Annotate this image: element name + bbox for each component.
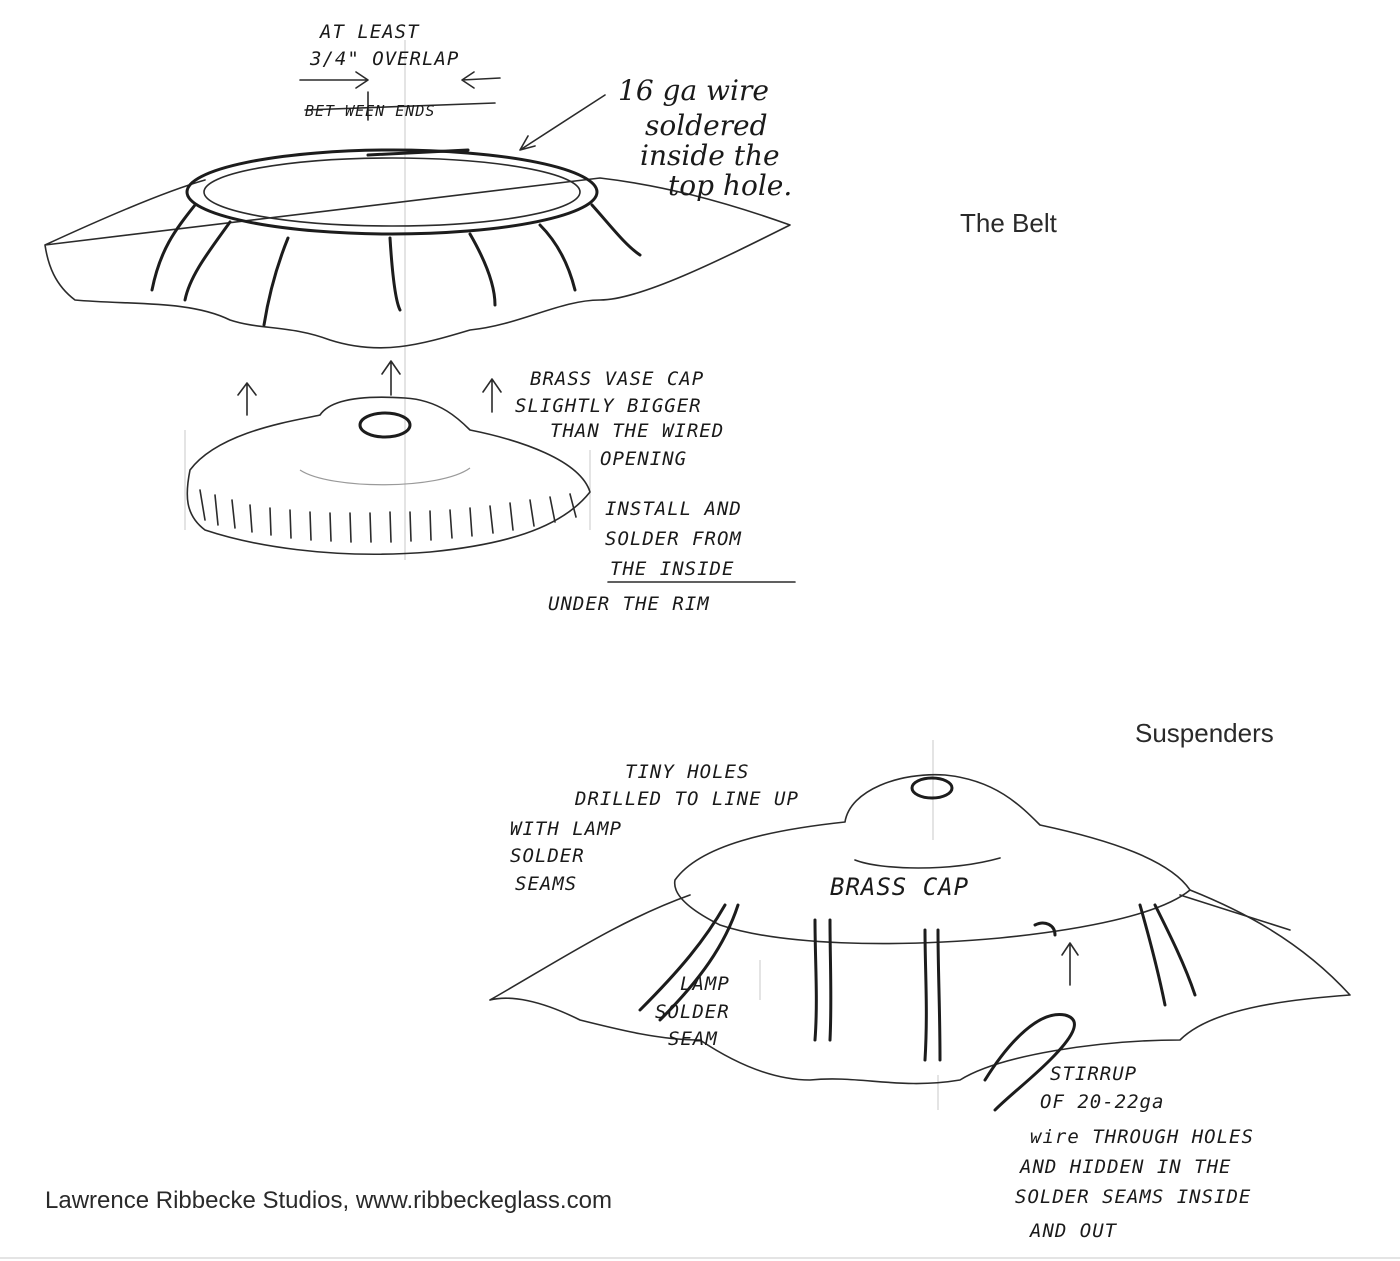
lampshade-outline (45, 178, 790, 348)
seam-note-line-1: LAMP (680, 973, 730, 995)
studio-credit-footer: Lawrence Ribbecke Studios, www.ribbeckeglass.com (45, 1187, 612, 1214)
holes-note-line-3: WITH LAMP (510, 818, 622, 840)
stirrup-note-line-6: AND OUT (1030, 1220, 1118, 1242)
suspenders-lampshade-outline (490, 890, 1350, 1084)
up-arrow-icons (238, 361, 501, 415)
seam-note-line-2: SOLDER (655, 1001, 730, 1023)
cap-note-line-2: SLIGHTLY BIGGER (515, 395, 702, 417)
cap-note-line-1: BRASS VASE CAP (530, 368, 705, 390)
holes-note-line-4: SOLDER (510, 845, 585, 867)
wire-pointer-arrow (520, 95, 605, 150)
between-ends-note: BET WEEN ENDS (305, 102, 436, 120)
stirrup-note-line-1: STIRRUP (1050, 1063, 1138, 1085)
stirrup-note-line-2: OF 20-22ga (1040, 1091, 1165, 1113)
wire-note-line-1: 16 ga wire (618, 74, 769, 107)
holes-note-line-5: SEAMS (515, 873, 578, 895)
install-note-line-1: INSTALL AND (605, 498, 742, 520)
install-note-line-2: SOLDER FROM (605, 528, 742, 550)
holes-note-line-1: TINY HOLES (625, 761, 750, 783)
overlap-note-line-2: 3/4" OVERLAP (310, 48, 460, 70)
install-note-line-3: THE INSIDE (610, 558, 735, 580)
cap-note-line-4: OPENING (600, 448, 688, 470)
stirrup-note-line-4: AND HIDDEN IN THE (1020, 1156, 1232, 1178)
wire-note-line-2: soldered (645, 109, 768, 142)
wire-note-line-3: inside the (640, 139, 780, 172)
seam-note-line-3: SEAM (668, 1028, 718, 1050)
holes-note-line-2: DRILLED TO LINE UP (575, 788, 799, 810)
stirrup-note-line-3: wire THROUGH HOLES (1030, 1126, 1254, 1148)
install-note-line-4: UNDER THE RIM (548, 593, 710, 615)
suspenders-section-title: Suspenders (1135, 718, 1274, 748)
wire-note-line-4: top hole. (668, 169, 793, 202)
belt-section-title: The Belt (960, 208, 1057, 238)
overlap-note-line-1: AT LEAST (320, 21, 420, 43)
brass-cap-label: BRASS CAP (830, 873, 970, 901)
stirrup-note-line-5: SOLDER SEAMS INSIDE (1015, 1186, 1252, 1208)
wire-ring (187, 150, 597, 234)
cap-note-line-3: THAN THE WIRED (550, 420, 725, 442)
brass-vase-cap (187, 397, 590, 554)
